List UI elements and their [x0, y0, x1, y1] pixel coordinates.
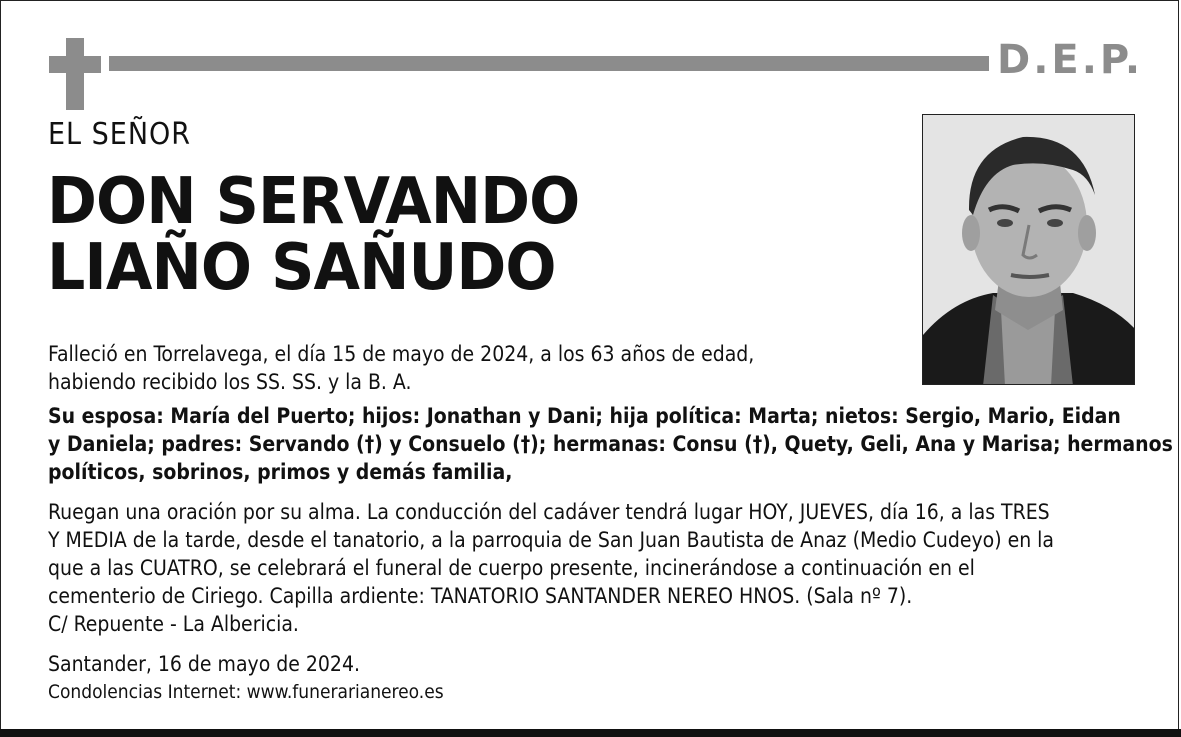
family-line: políticos, sobrinos, primos y demás familia,	[48, 460, 513, 484]
death-notice-line: habiendo recibido los SS. SS. y la B. A.	[48, 370, 412, 394]
service-line: C/ Repuente - La Albericia.	[48, 612, 299, 636]
honorific: EL SEÑOR	[48, 117, 192, 152]
name-line-1: DON SERVANDO	[47, 165, 580, 239]
service-line: Ruegan una oración por su alma. La conducción del cadáver tendrá lugar HOY, JUEVES, día 16, a las TRES	[48, 500, 1050, 524]
family-line: Su esposa: María del Puerto; hijos: Jonathan y Dani; hija política: Marta; nietos: Sergio, Mario, Eidan	[48, 404, 1121, 428]
bottom-rule	[0, 729, 1181, 737]
cross-icon	[66, 38, 84, 110]
condolences-link: Condolencias Internet: www.funerarianereo.es	[48, 681, 444, 703]
place-date: Santander, 16 de mayo de 2024.	[48, 652, 360, 676]
deceased-name	[47, 165, 580, 305]
header-rule	[109, 56, 989, 71]
service-line: Y MEDIA de la tarde, desde el tanatorio, a la parroquia de San Juan Bautista de Anaz (Medio Cudeyo) en la	[48, 528, 1055, 552]
dep-label: D.E.P.	[997, 37, 1144, 83]
family-list	[48, 402, 1173, 486]
service-details	[48, 498, 1138, 638]
portrait-image	[923, 115, 1135, 385]
death-notice	[48, 340, 848, 396]
name-line-2: LIAÑO SAÑUDO	[47, 231, 556, 305]
portrait-photo	[922, 114, 1135, 385]
cross-icon-bar	[49, 56, 101, 73]
family-line: y Daniela; padres: Servando (†) y Consuelo (†); hermanas: Consu (†), Quety, Geli, Ana y Marisa; hermanos	[48, 432, 1173, 456]
death-notice-line: Falleció en Torrelavega, el día 15 de mayo de 2024, a los 63 años de edad,	[48, 342, 755, 366]
service-line: cementerio de Ciriego. Capilla ardiente: TANATORIO SANTANDER NEREO HNOS. (Sala nº 7).	[48, 584, 913, 608]
service-line: que a las CUATRO, se celebrará el funeral de cuerpo presente, incinerándose a continuación en el	[48, 556, 975, 580]
